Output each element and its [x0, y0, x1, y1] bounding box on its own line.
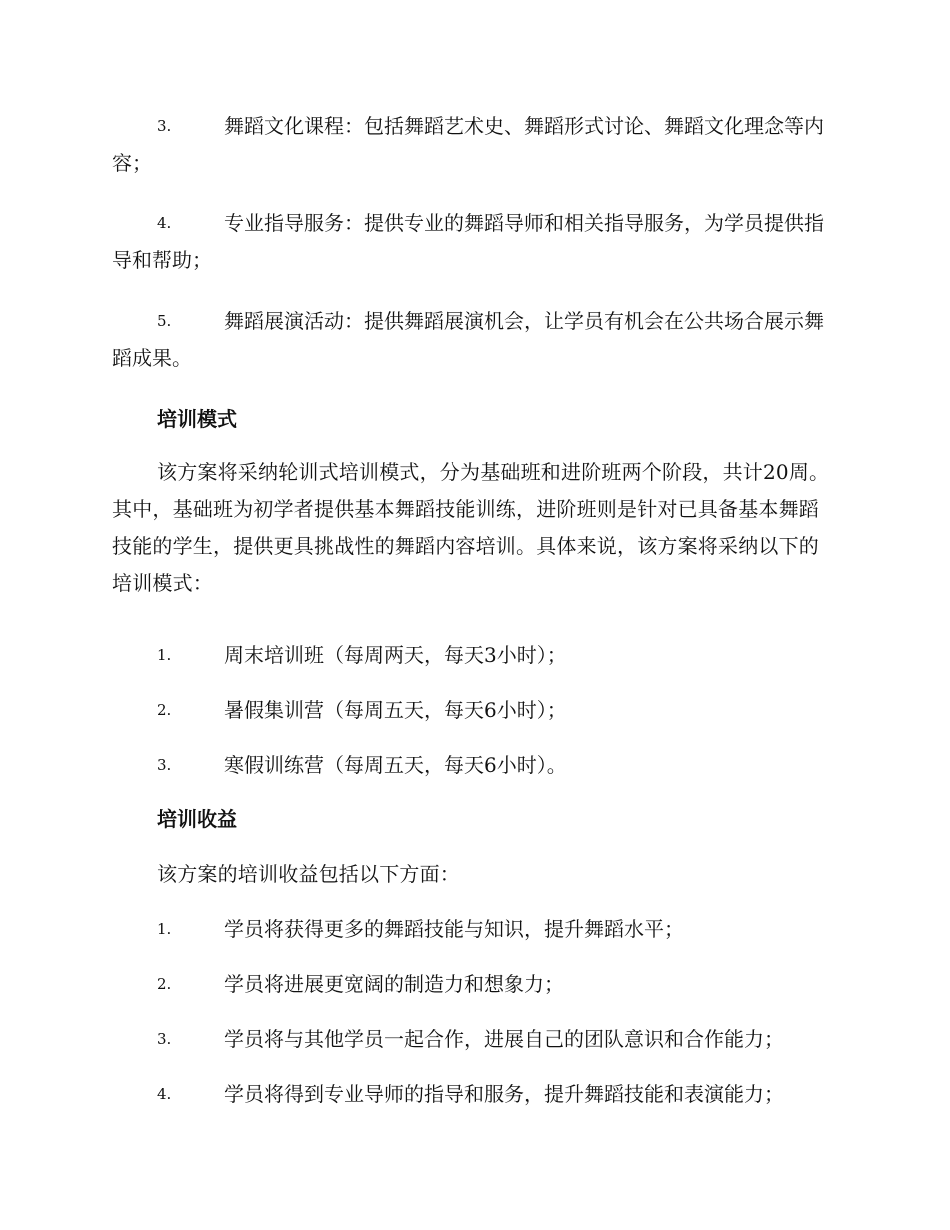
list-item: [112, 1076, 834, 1113]
list-text: 寒假训练营（每周五天，每天6小时）。: [224, 753, 567, 777]
list-number: 1.: [157, 646, 172, 664]
list-item: [112, 205, 834, 279]
list-text: 学员将得到专业导师的指导和服务，提升舞蹈技能和表演能力；: [224, 1082, 784, 1106]
list-number: 1.: [157, 920, 172, 938]
list-item: [112, 692, 834, 729]
list-text: 学员将进展更宽阔的制造力和想象力；: [224, 972, 564, 996]
paragraph-benefits-intro: 该方案的培训收益包括以下方面：: [157, 862, 460, 886]
section-heading-training-benefits: 培训收益: [157, 807, 237, 831]
list-item: [112, 303, 834, 377]
list-number: 2.: [157, 701, 172, 719]
list-item: [112, 966, 834, 1003]
list-number: 4.: [157, 214, 172, 232]
list-item: [112, 1021, 834, 1058]
list-item: [112, 911, 834, 948]
list-text: 学员将与其他学员一起合作，进展自己的团队意识和合作能力；: [224, 1027, 784, 1051]
list-item: [112, 108, 834, 182]
list-text: 舞蹈文化课程：包括舞蹈艺术史、舞蹈形式讨论、舞蹈文化理念等内容；: [112, 114, 824, 175]
list-number: 4.: [157, 1085, 172, 1103]
list-text: 专业指导服务：提供专业的舞蹈导师和相关指导服务，为学员提供指导和帮助；: [112, 211, 824, 272]
paragraph-training-mode: 该方案将采纳轮训式培训模式，分为基础班和进阶班两个阶段，共计20周。其中，基础班为初学者提供基本舞蹈技能训练，进阶班则是针对已具备基本舞蹈技能的学生，提供更具挑战性的舞蹈内容培训。具体来说，该方案将采纳以下的培训模式：: [112, 460, 830, 595]
list-number: 3.: [157, 1030, 172, 1048]
list-number: 5.: [157, 312, 172, 330]
list-number: 3.: [157, 117, 172, 135]
list-text: 周末培训班（每周两天，每天3小时）；: [224, 643, 567, 667]
list-text: 舞蹈展演活动：提供舞蹈展演机会，让学员有机会在公共场合展示舞蹈成果。: [112, 309, 824, 370]
list-number: 2.: [157, 975, 172, 993]
list-text: 暑假集训营（每周五天，每天6小时）；: [224, 698, 567, 722]
list-text: 学员将获得更多的舞蹈技能与知识，提升舞蹈水平；: [224, 917, 684, 941]
list-number: 3.: [157, 756, 172, 774]
section-heading-training-mode: 培训模式: [157, 407, 237, 431]
list-item: [112, 637, 834, 674]
list-item: [112, 747, 834, 784]
